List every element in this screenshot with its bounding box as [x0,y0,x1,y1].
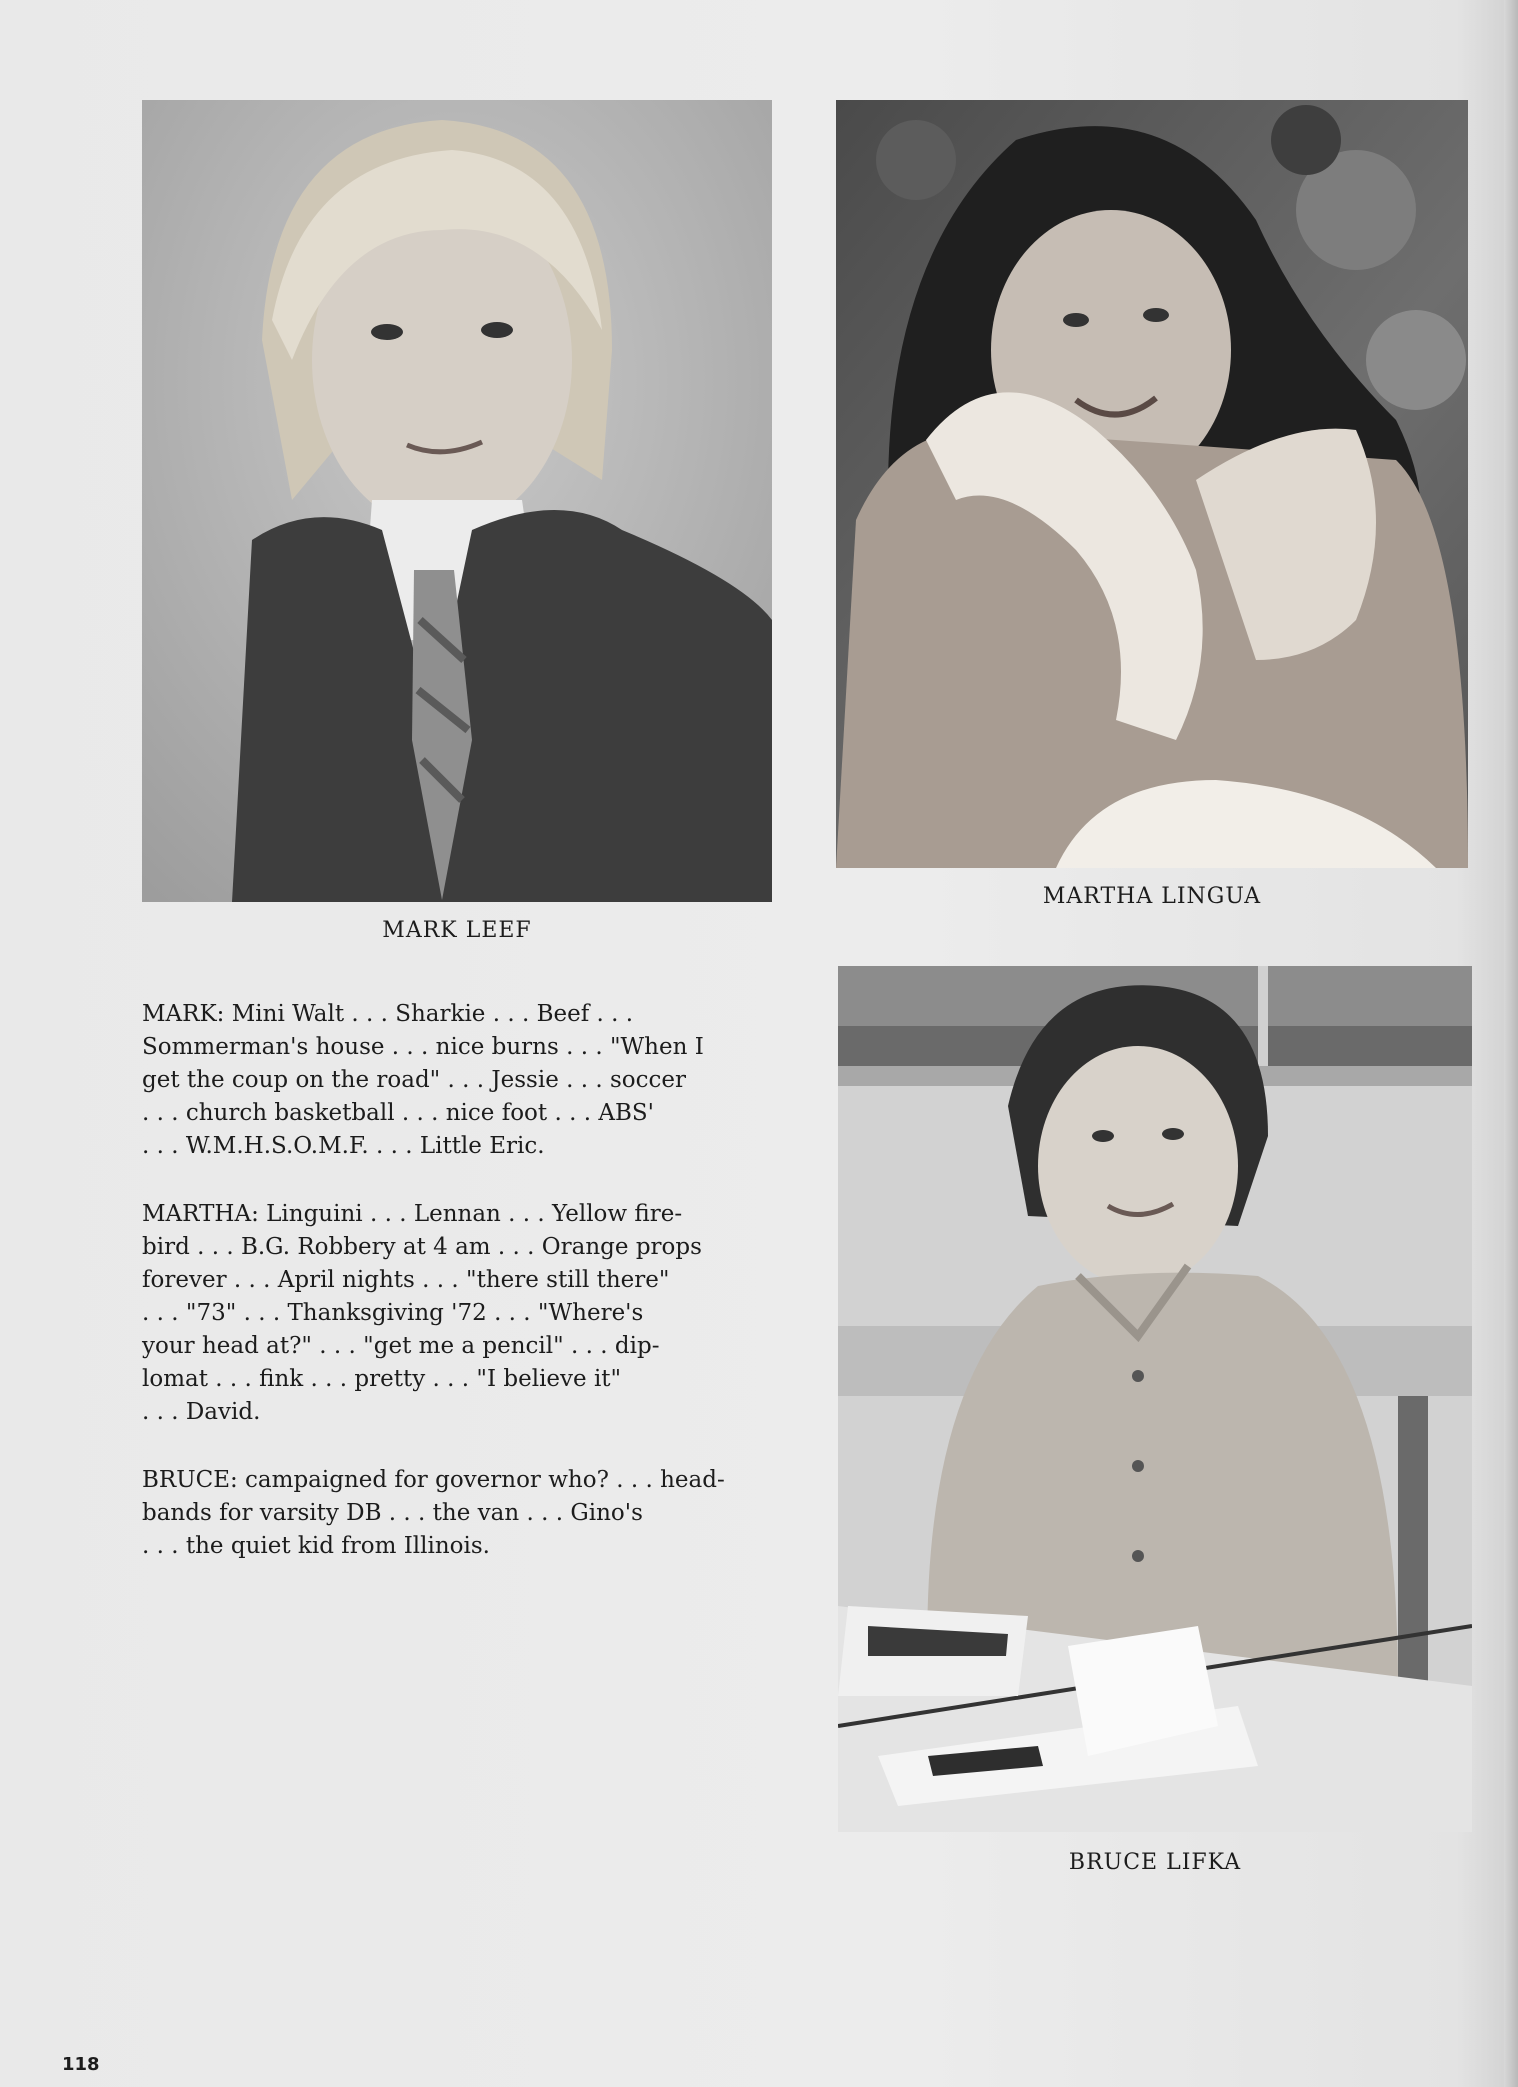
caption-bruce-lifka: BRUCE LIFKA [1068,1850,1242,1875]
caption-mark-leef: MARK LEEF [382,918,532,943]
page-number: 118 [62,2054,100,2075]
bio-mark: MARK: Mini Walt . . . Sharkie . . . Beef . . . Sommerman's house . . . nice burns . . . "When I get the coup on the road" . . . Jessie . . . soccer . . . church basketball . . . nice foot . . . ABS' . . . W.M.H.S.O.M.F. . . . Little Eric. [142,1001,704,1159]
caption-martha-lingua: MARTHA LINGUA [1042,884,1262,909]
bio-martha: MARTHA: Linguini . . . Lennan . . . Yellow fire- bird . . . B.G. Robbery at 4 am . . . Orange props forever . . . April nights . . . "there still there" . . . "73" . . . Thanksgiving '72 . . . "Where's your head at?" . . . "get me a pencil" . . . dip- lomat . . . fink . . . pretty . . . "I believe it" . . . David. [142,1201,702,1425]
bio-bruce: BRUCE: campaigned for governor who? . . . head- bands for varsity DB . . . the van . . . Gino's . . . the quiet kid from Illinois. [142,1467,725,1559]
photo-mark-leef [142,100,772,902]
photo-martha-lingua [836,100,1468,868]
page-edge [1504,0,1518,2087]
photo-bruce-lifka [838,966,1472,1832]
